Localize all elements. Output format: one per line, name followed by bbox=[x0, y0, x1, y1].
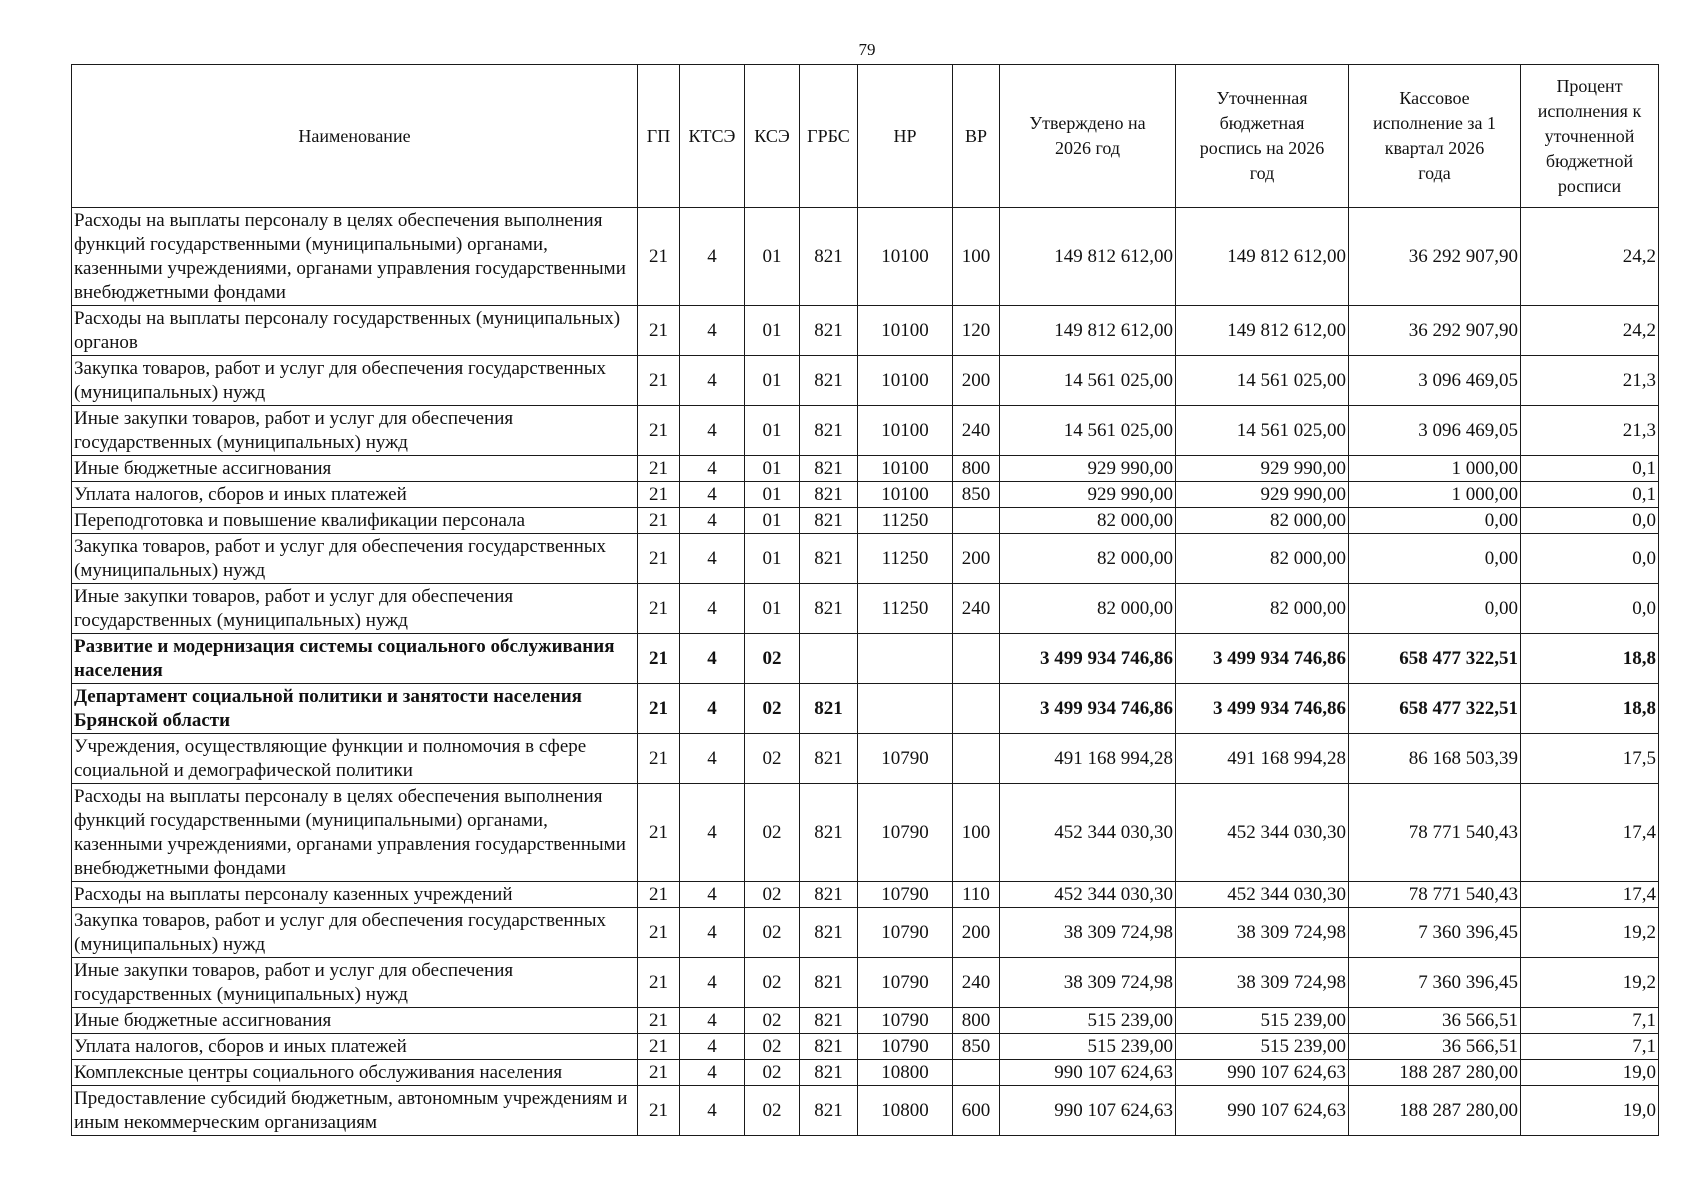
cell-cash: 188 287 280,00 bbox=[1349, 1060, 1521, 1086]
cell-vr: 200 bbox=[953, 908, 1000, 958]
cell-approved: 452 344 030,30 bbox=[1000, 882, 1176, 908]
cell-approved: 38 309 724,98 bbox=[1000, 958, 1176, 1008]
cell-kse: 01 bbox=[745, 208, 800, 306]
cell-name: Иные бюджетные ассигнования bbox=[72, 456, 638, 482]
cell-name: Расходы на выплаты персоналу казенных учреждений bbox=[72, 882, 638, 908]
cell-grbs: 821 bbox=[800, 208, 858, 306]
cell-refined: 515 239,00 bbox=[1176, 1034, 1349, 1060]
cell-grbs: 821 bbox=[800, 356, 858, 406]
cell-gp: 21 bbox=[638, 208, 680, 306]
cell-name: Уплата налогов, сборов и иных платежей bbox=[72, 1034, 638, 1060]
cell-name: Расходы на выплаты персоналу государственных (муниципальных) органов bbox=[72, 306, 638, 356]
cell-np: 11250 bbox=[858, 534, 953, 584]
cell-kse: 02 bbox=[745, 908, 800, 958]
table-row bbox=[72, 456, 1659, 482]
cell-cash: 36 292 907,90 bbox=[1349, 208, 1521, 306]
cell-np: 10790 bbox=[858, 958, 953, 1008]
cell-name: Закупка товаров, работ и услуг для обеспечения государственных (муниципальных) нужд bbox=[72, 534, 638, 584]
header-refined: Уточненная бюджетная роспись на 2026 год bbox=[1176, 65, 1349, 208]
cell-approved: 515 239,00 bbox=[1000, 1008, 1176, 1034]
cell-percent: 24,2 bbox=[1521, 208, 1659, 306]
cell-refined: 452 344 030,30 bbox=[1176, 882, 1349, 908]
cell-refined: 149 812 612,00 bbox=[1176, 208, 1349, 306]
cell-grbs: 821 bbox=[800, 584, 858, 634]
cell-refined: 149 812 612,00 bbox=[1176, 306, 1349, 356]
cell-np: 10100 bbox=[858, 482, 953, 508]
cell-refined: 82 000,00 bbox=[1176, 534, 1349, 584]
cell-grbs: 821 bbox=[800, 1086, 858, 1136]
cell-refined: 38 309 724,98 bbox=[1176, 908, 1349, 958]
cell-refined: 452 344 030,30 bbox=[1176, 784, 1349, 882]
cell-grbs: 821 bbox=[800, 534, 858, 584]
cell-ktse: 4 bbox=[680, 356, 745, 406]
cell-percent: 0,0 bbox=[1521, 584, 1659, 634]
cell-kse: 01 bbox=[745, 482, 800, 508]
cell-cash: 658 477 322,51 bbox=[1349, 684, 1521, 734]
cell-percent: 7,1 bbox=[1521, 1034, 1659, 1060]
cell-name: Переподготовка и повышение квалификации персонала bbox=[72, 508, 638, 534]
cell-gp: 21 bbox=[638, 456, 680, 482]
header-name: Наименование bbox=[72, 65, 638, 208]
cell-gp: 21 bbox=[638, 508, 680, 534]
table-row bbox=[72, 634, 1659, 684]
cell-vr: 850 bbox=[953, 482, 1000, 508]
cell-name: Департамент социальной политики и занятости населения Брянской области bbox=[72, 684, 638, 734]
cell-approved: 82 000,00 bbox=[1000, 584, 1176, 634]
cell-vr: 600 bbox=[953, 1086, 1000, 1136]
cell-np: 10100 bbox=[858, 306, 953, 356]
table-row bbox=[72, 958, 1659, 1008]
cell-vr: 100 bbox=[953, 208, 1000, 306]
cell-cash: 0,00 bbox=[1349, 584, 1521, 634]
cell-name: Закупка товаров, работ и услуг для обеспечения государственных (муниципальных) нужд bbox=[72, 356, 638, 406]
cell-gp: 21 bbox=[638, 306, 680, 356]
cell-ktse: 4 bbox=[680, 406, 745, 456]
cell-grbs: 821 bbox=[800, 482, 858, 508]
cell-vr bbox=[953, 508, 1000, 534]
cell-refined: 3 499 934 746,86 bbox=[1176, 634, 1349, 684]
cell-kse: 02 bbox=[745, 634, 800, 684]
cell-vr: 200 bbox=[953, 356, 1000, 406]
cell-cash: 7 360 396,45 bbox=[1349, 908, 1521, 958]
cell-gp: 21 bbox=[638, 684, 680, 734]
cell-approved: 452 344 030,30 bbox=[1000, 784, 1176, 882]
cell-refined: 990 107 624,63 bbox=[1176, 1060, 1349, 1086]
table-row bbox=[72, 1086, 1659, 1136]
cell-refined: 14 561 025,00 bbox=[1176, 356, 1349, 406]
cell-kse: 02 bbox=[745, 1086, 800, 1136]
cell-gp: 21 bbox=[638, 584, 680, 634]
cell-name: Иные бюджетные ассигнования bbox=[72, 1008, 638, 1034]
cell-approved: 38 309 724,98 bbox=[1000, 908, 1176, 958]
cell-vr: 100 bbox=[953, 784, 1000, 882]
cell-grbs: 821 bbox=[800, 406, 858, 456]
cell-grbs: 821 bbox=[800, 1060, 858, 1086]
cell-approved: 82 000,00 bbox=[1000, 534, 1176, 584]
cell-approved: 929 990,00 bbox=[1000, 456, 1176, 482]
cell-kse: 01 bbox=[745, 456, 800, 482]
cell-percent: 17,5 bbox=[1521, 734, 1659, 784]
cell-grbs: 821 bbox=[800, 882, 858, 908]
cell-ktse: 4 bbox=[680, 684, 745, 734]
cell-name: Иные закупки товаров, работ и услуг для обеспечения государственных (муниципальных) нужд bbox=[72, 584, 638, 634]
cell-name: Закупка товаров, работ и услуг для обеспечения государственных (муниципальных) нужд bbox=[72, 908, 638, 958]
cell-cash: 78 771 540,43 bbox=[1349, 784, 1521, 882]
cell-ktse: 4 bbox=[680, 456, 745, 482]
cell-grbs: 821 bbox=[800, 508, 858, 534]
table-row bbox=[72, 208, 1659, 306]
cell-vr bbox=[953, 684, 1000, 734]
cell-approved: 929 990,00 bbox=[1000, 482, 1176, 508]
cell-grbs: 821 bbox=[800, 958, 858, 1008]
cell-kse: 01 bbox=[745, 356, 800, 406]
cell-kse: 02 bbox=[745, 958, 800, 1008]
cell-ktse: 4 bbox=[680, 958, 745, 1008]
cell-gp: 21 bbox=[638, 1008, 680, 1034]
cell-vr: 110 bbox=[953, 882, 1000, 908]
cell-grbs bbox=[800, 634, 858, 684]
cell-cash: 0,00 bbox=[1349, 508, 1521, 534]
cell-gp: 21 bbox=[638, 734, 680, 784]
cell-gp: 21 bbox=[638, 1086, 680, 1136]
cell-vr: 800 bbox=[953, 1008, 1000, 1034]
cell-name: Иные закупки товаров, работ и услуг для обеспечения государственных (муниципальных) нужд bbox=[72, 406, 638, 456]
cell-cash: 36 292 907,90 bbox=[1349, 306, 1521, 356]
cell-np: 10100 bbox=[858, 208, 953, 306]
cell-gp: 21 bbox=[638, 784, 680, 882]
cell-name: Учреждения, осуществляющие функции и полномочия в сфере социальной и демографической политики bbox=[72, 734, 638, 784]
cell-approved: 515 239,00 bbox=[1000, 1034, 1176, 1060]
cell-grbs: 821 bbox=[800, 306, 858, 356]
cell-np bbox=[858, 684, 953, 734]
cell-approved: 491 168 994,28 bbox=[1000, 734, 1176, 784]
table-header-row bbox=[72, 65, 1659, 208]
header-percent: Процент исполнения к уточненной бюджетной росписи bbox=[1521, 65, 1659, 208]
cell-np: 10790 bbox=[858, 1008, 953, 1034]
cell-cash: 3 096 469,05 bbox=[1349, 406, 1521, 456]
cell-refined: 929 990,00 bbox=[1176, 482, 1349, 508]
cell-cash: 188 287 280,00 bbox=[1349, 1086, 1521, 1136]
cell-refined: 38 309 724,98 bbox=[1176, 958, 1349, 1008]
cell-name: Развитие и модернизация системы социального обслуживания населения bbox=[72, 634, 638, 684]
cell-gp: 21 bbox=[638, 882, 680, 908]
cell-refined: 929 990,00 bbox=[1176, 456, 1349, 482]
cell-kse: 01 bbox=[745, 406, 800, 456]
table-row bbox=[72, 882, 1659, 908]
cell-np: 11250 bbox=[858, 584, 953, 634]
cell-gp: 21 bbox=[638, 1034, 680, 1060]
cell-kse: 02 bbox=[745, 734, 800, 784]
cell-cash: 1 000,00 bbox=[1349, 482, 1521, 508]
cell-refined: 82 000,00 bbox=[1176, 508, 1349, 534]
header-gp: ГП bbox=[638, 65, 680, 208]
cell-percent: 19,0 bbox=[1521, 1060, 1659, 1086]
cell-approved: 3 499 934 746,86 bbox=[1000, 684, 1176, 734]
cell-np: 10100 bbox=[858, 406, 953, 456]
cell-percent: 24,2 bbox=[1521, 306, 1659, 356]
cell-ktse: 4 bbox=[680, 1034, 745, 1060]
cell-kse: 01 bbox=[745, 534, 800, 584]
cell-percent: 18,8 bbox=[1521, 634, 1659, 684]
cell-gp: 21 bbox=[638, 356, 680, 406]
cell-np bbox=[858, 634, 953, 684]
cell-name: Расходы на выплаты персоналу в целях обеспечения выполнения функций государственными (муниципальными) органами, казенными учреждениями, органами управления государственными внебюджетными фондами bbox=[72, 208, 638, 306]
cell-vr: 240 bbox=[953, 584, 1000, 634]
cell-kse: 01 bbox=[745, 306, 800, 356]
cell-np: 10790 bbox=[858, 882, 953, 908]
cell-ktse: 4 bbox=[680, 208, 745, 306]
table-row bbox=[72, 1034, 1659, 1060]
cell-np: 11250 bbox=[858, 508, 953, 534]
cell-ktse: 4 bbox=[680, 306, 745, 356]
cell-kse: 02 bbox=[745, 1034, 800, 1060]
cell-ktse: 4 bbox=[680, 908, 745, 958]
cell-refined: 82 000,00 bbox=[1176, 584, 1349, 634]
cell-ktse: 4 bbox=[680, 1060, 745, 1086]
page-number: 79 bbox=[858, 40, 876, 59]
cell-name: Уплата налогов, сборов и иных платежей bbox=[72, 482, 638, 508]
cell-grbs: 821 bbox=[800, 1008, 858, 1034]
cell-np: 10790 bbox=[858, 908, 953, 958]
cell-ktse: 4 bbox=[680, 1086, 745, 1136]
cell-ktse: 4 bbox=[680, 534, 745, 584]
cell-np: 10800 bbox=[858, 1086, 953, 1136]
cell-ktse: 4 bbox=[680, 734, 745, 784]
cell-gp: 21 bbox=[638, 534, 680, 584]
cell-ktse: 4 bbox=[680, 784, 745, 882]
cell-gp: 21 bbox=[638, 958, 680, 1008]
table-row bbox=[72, 534, 1659, 584]
cell-approved: 14 561 025,00 bbox=[1000, 406, 1176, 456]
cell-np: 10790 bbox=[858, 784, 953, 882]
cell-np: 10790 bbox=[858, 734, 953, 784]
cell-name: Расходы на выплаты персоналу в целях обеспечения выполнения функций государственными (муниципальными) органами, казенными учреждениями, органами управления государственными внебюджетными фондами bbox=[72, 784, 638, 882]
cell-grbs: 821 bbox=[800, 1034, 858, 1060]
cell-percent: 0,0 bbox=[1521, 508, 1659, 534]
cell-vr: 800 bbox=[953, 456, 1000, 482]
cell-vr bbox=[953, 1060, 1000, 1086]
cell-cash: 36 566,51 bbox=[1349, 1034, 1521, 1060]
table-row bbox=[72, 908, 1659, 958]
header-np: НР bbox=[858, 65, 953, 208]
cell-vr: 120 bbox=[953, 306, 1000, 356]
cell-percent: 7,1 bbox=[1521, 1008, 1659, 1034]
cell-refined: 491 168 994,28 bbox=[1176, 734, 1349, 784]
header-grbs: ГРБС bbox=[800, 65, 858, 208]
cell-grbs: 821 bbox=[800, 456, 858, 482]
table-row bbox=[72, 306, 1659, 356]
table-row bbox=[72, 1060, 1659, 1086]
cell-percent: 21,3 bbox=[1521, 406, 1659, 456]
cell-refined: 990 107 624,63 bbox=[1176, 1086, 1349, 1136]
cell-cash: 86 168 503,39 bbox=[1349, 734, 1521, 784]
cell-cash: 36 566,51 bbox=[1349, 1008, 1521, 1034]
cell-vr: 240 bbox=[953, 406, 1000, 456]
cell-kse: 01 bbox=[745, 508, 800, 534]
cell-cash: 0,00 bbox=[1349, 534, 1521, 584]
cell-gp: 21 bbox=[638, 482, 680, 508]
cell-cash: 1 000,00 bbox=[1349, 456, 1521, 482]
cell-approved: 990 107 624,63 bbox=[1000, 1086, 1176, 1136]
table-row bbox=[72, 406, 1659, 456]
header-vr: ВР bbox=[953, 65, 1000, 208]
cell-grbs: 821 bbox=[800, 734, 858, 784]
cell-kse: 01 bbox=[745, 584, 800, 634]
cell-percent: 21,3 bbox=[1521, 356, 1659, 406]
cell-ktse: 4 bbox=[680, 1008, 745, 1034]
table-row bbox=[72, 684, 1659, 734]
cell-name: Предоставление субсидий бюджетным, автономным учреждениям и иным некоммерческим организациям bbox=[72, 1086, 638, 1136]
cell-approved: 14 561 025,00 bbox=[1000, 356, 1176, 406]
cell-np: 10100 bbox=[858, 456, 953, 482]
cell-refined: 14 561 025,00 bbox=[1176, 406, 1349, 456]
cell-np: 10800 bbox=[858, 1060, 953, 1086]
cell-percent: 0,1 bbox=[1521, 482, 1659, 508]
cell-name: Комплексные центры социального обслуживания населения bbox=[72, 1060, 638, 1086]
header-kse: КСЭ bbox=[745, 65, 800, 208]
cell-kse: 02 bbox=[745, 784, 800, 882]
table-body bbox=[72, 208, 1659, 1136]
budget-execution-table bbox=[71, 64, 1659, 1136]
cell-percent: 17,4 bbox=[1521, 784, 1659, 882]
cell-percent: 0,0 bbox=[1521, 534, 1659, 584]
table-row bbox=[72, 482, 1659, 508]
cell-percent: 19,2 bbox=[1521, 958, 1659, 1008]
table-row bbox=[72, 1008, 1659, 1034]
cell-np: 10790 bbox=[858, 1034, 953, 1060]
cell-ktse: 4 bbox=[680, 634, 745, 684]
cell-grbs: 821 bbox=[800, 784, 858, 882]
cell-approved: 149 812 612,00 bbox=[1000, 208, 1176, 306]
cell-percent: 17,4 bbox=[1521, 882, 1659, 908]
cell-ktse: 4 bbox=[680, 882, 745, 908]
cell-kse: 02 bbox=[745, 1008, 800, 1034]
cell-kse: 02 bbox=[745, 684, 800, 734]
cell-vr: 850 bbox=[953, 1034, 1000, 1060]
cell-percent: 19,2 bbox=[1521, 908, 1659, 958]
cell-grbs: 821 bbox=[800, 684, 858, 734]
cell-cash: 78 771 540,43 bbox=[1349, 882, 1521, 908]
cell-refined: 3 499 934 746,86 bbox=[1176, 684, 1349, 734]
header-cash: Кассовое исполнение за 1 квартал 2026 года bbox=[1349, 65, 1521, 208]
table-row bbox=[72, 584, 1659, 634]
cell-approved: 82 000,00 bbox=[1000, 508, 1176, 534]
table-row bbox=[72, 784, 1659, 882]
cell-np: 10100 bbox=[858, 356, 953, 406]
table-row bbox=[72, 356, 1659, 406]
cell-approved: 990 107 624,63 bbox=[1000, 1060, 1176, 1086]
cell-ktse: 4 bbox=[680, 508, 745, 534]
cell-vr bbox=[953, 634, 1000, 684]
cell-percent: 0,1 bbox=[1521, 456, 1659, 482]
cell-cash: 7 360 396,45 bbox=[1349, 958, 1521, 1008]
cell-kse: 02 bbox=[745, 1060, 800, 1086]
cell-gp: 21 bbox=[638, 1060, 680, 1086]
cell-refined: 515 239,00 bbox=[1176, 1008, 1349, 1034]
cell-gp: 21 bbox=[638, 406, 680, 456]
cell-cash: 3 096 469,05 bbox=[1349, 356, 1521, 406]
table-row bbox=[72, 508, 1659, 534]
cell-approved: 149 812 612,00 bbox=[1000, 306, 1176, 356]
header-ktse: КТСЭ bbox=[680, 65, 745, 208]
cell-vr: 240 bbox=[953, 958, 1000, 1008]
cell-cash: 658 477 322,51 bbox=[1349, 634, 1521, 684]
cell-ktse: 4 bbox=[680, 482, 745, 508]
cell-ktse: 4 bbox=[680, 584, 745, 634]
cell-percent: 19,0 bbox=[1521, 1086, 1659, 1136]
cell-gp: 21 bbox=[638, 908, 680, 958]
cell-vr: 200 bbox=[953, 534, 1000, 584]
cell-approved: 3 499 934 746,86 bbox=[1000, 634, 1176, 684]
cell-name: Иные закупки товаров, работ и услуг для обеспечения государственных (муниципальных) нужд bbox=[72, 958, 638, 1008]
table-row bbox=[72, 734, 1659, 784]
cell-gp: 21 bbox=[638, 634, 680, 684]
cell-percent: 18,8 bbox=[1521, 684, 1659, 734]
cell-grbs: 821 bbox=[800, 908, 858, 958]
header-approved: Утверждено на 2026 год bbox=[1000, 65, 1176, 208]
cell-vr bbox=[953, 734, 1000, 784]
cell-kse: 02 bbox=[745, 882, 800, 908]
